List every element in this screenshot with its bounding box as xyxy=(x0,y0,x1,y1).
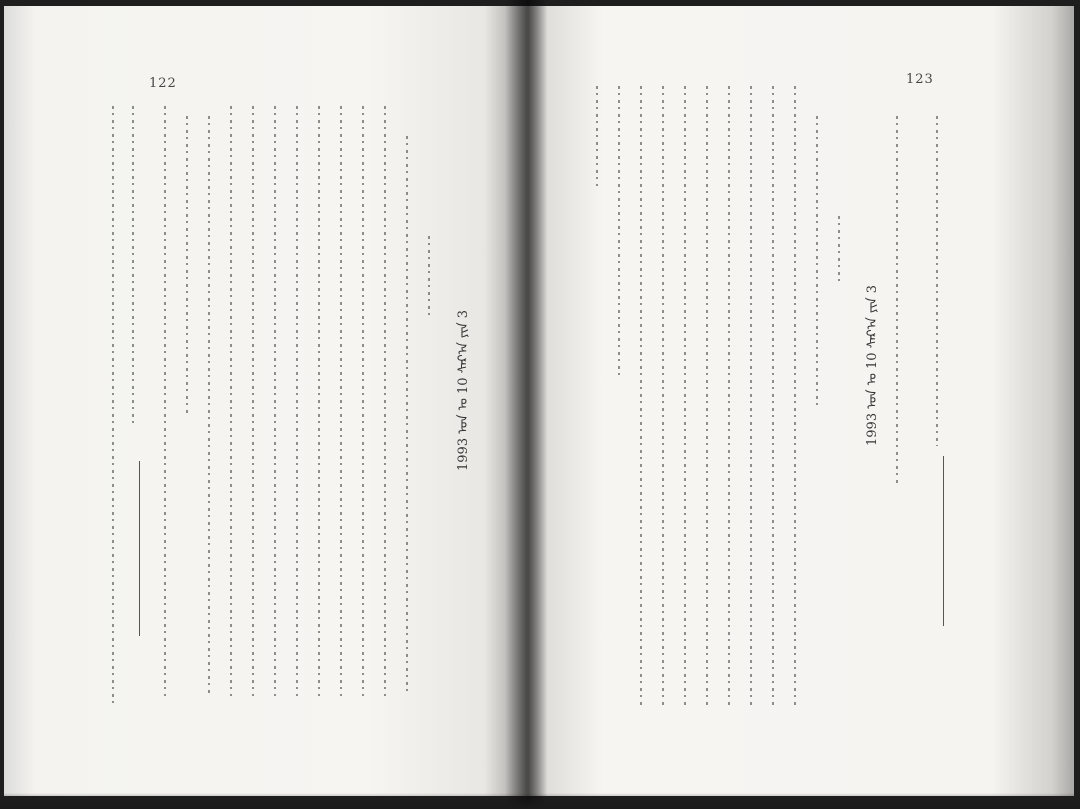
section-heading xyxy=(428,236,442,316)
text-column xyxy=(596,86,610,186)
section-heading xyxy=(838,216,852,286)
text-column xyxy=(274,106,288,696)
article-title xyxy=(896,116,912,486)
text-column xyxy=(252,106,266,696)
text-column xyxy=(186,116,200,416)
header-rule xyxy=(943,456,944,626)
text-column xyxy=(618,86,632,376)
text-column xyxy=(816,116,830,406)
text-column xyxy=(296,106,310,696)
text-column xyxy=(362,106,376,696)
text-column xyxy=(208,116,222,696)
text-column xyxy=(706,86,720,706)
text-column xyxy=(112,106,126,706)
text-column xyxy=(230,106,244,696)
text-column xyxy=(794,86,808,706)
text-column xyxy=(684,86,698,706)
text-column xyxy=(318,106,332,696)
right-page xyxy=(526,6,1074,796)
signature-rule xyxy=(139,461,140,636)
text-column xyxy=(772,86,786,706)
text-column xyxy=(728,86,742,706)
text-column xyxy=(384,106,398,696)
text-column xyxy=(340,106,354,696)
bottom-shadow xyxy=(0,793,1080,809)
text-column xyxy=(132,106,146,426)
text-column xyxy=(750,86,764,706)
page-number: 122 xyxy=(149,76,177,91)
text-column xyxy=(164,106,178,696)
text-column xyxy=(406,136,420,696)
text-column xyxy=(662,86,676,706)
date-heading: 1993 ᠣᠨ ᠤ 10 ᠰᠠᠷ᠎ᠠ ᠶᠢᠨ 3 xyxy=(865,284,880,446)
left-page xyxy=(4,6,526,796)
page-number: 123 xyxy=(906,72,934,87)
running-header xyxy=(936,116,950,446)
date-heading: 1993 ᠣᠨ ᠤ 10 ᠰᠠᠷ᠎ᠠ ᠶᠢᠨ 3 xyxy=(456,309,471,471)
text-column xyxy=(640,86,654,706)
